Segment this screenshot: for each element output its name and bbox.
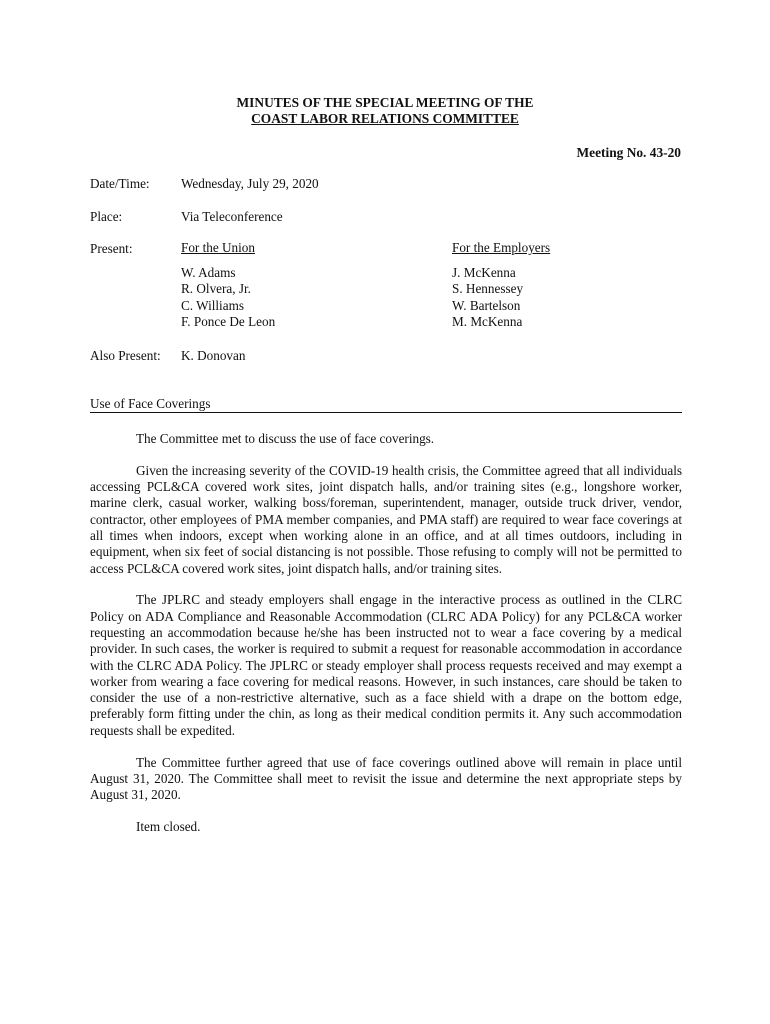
union-heading: For the Union bbox=[181, 240, 255, 255]
document-title bbox=[0, 95, 770, 127]
paragraph: Item closed. bbox=[136, 818, 201, 834]
place-label: Place: bbox=[90, 209, 123, 224]
employers-heading: For the Employers bbox=[452, 240, 551, 255]
employer-attendees bbox=[452, 240, 550, 331]
paragraph: The JPLRC and steady employers shall engage in the interactive process as outlined in the CLRC Policy on ADA Compliance and Reasonable Accommodation (CLRC ADA Policy) for any PCL&CA worker requesting an accommodation because he/she has been instructed not to wear a face covering by a medical provider. In such cases, the worker is required to submit a request for reasonable accommodation in accordance with the CLRC ADA Policy. The JPLRC or steady employer shall process requests received and may exempt a worker from wearing a face covering for medical reasons. However, in such instances, care should be taken to consider the use of a non-restrictive alternative, such as a face shield with a drape on the bottom edge, preferably form fitting under the chin, as long as their medical condition permits it. Any such accommodation requests shall be expedited. bbox=[90, 592, 682, 738]
employer-member: W. Bartelson bbox=[452, 297, 521, 313]
employer-member: S. Hennessey bbox=[452, 281, 524, 296]
title-line-2: COAST LABOR RELATIONS COMMITTEE bbox=[251, 111, 519, 126]
datetime-label: Date/Time: bbox=[90, 176, 150, 191]
section-heading: Use of Face Coverings bbox=[90, 396, 682, 413]
datetime-value: Wednesday, July 29, 2020 bbox=[181, 176, 319, 191]
union-member: R. Olvera, Jr. bbox=[181, 281, 251, 296]
union-member: F. Ponce De Leon bbox=[181, 314, 276, 329]
also-present-value: K. Donovan bbox=[181, 348, 246, 363]
section-body bbox=[90, 431, 682, 851]
paragraph: The Committee further agreed that use of face coverings outlined above will remain in place until August 31, 2020. The Committee shall meet to revisit the issue and determine the next appropriate steps by August 31, 2020. bbox=[90, 754, 682, 803]
present-label: Present: bbox=[90, 241, 133, 256]
meeting-number: Meeting No. 43-20 bbox=[576, 145, 681, 160]
employer-member: M. McKenna bbox=[452, 314, 523, 329]
paragraph: The Committee met to discuss the use of face coverings. bbox=[136, 431, 435, 446]
union-attendees bbox=[181, 240, 275, 331]
place-value: Via Teleconference bbox=[181, 209, 283, 224]
union-member: W. Adams bbox=[181, 264, 236, 280]
paragraph: Given the increasing severity of the COVID-19 health crisis, the Committee agreed that all individuals accessing PCL&CA covered work sites, joint dispatch halls, and/or training sites (e.g., longshore worker, marine clerk, casual worker, walking boss/foreman, superintendent, manager, outside truck driver, vendor, contractor, other employees of PMA member companies, and PMA staff) are required to wear face coverings at all times when indoors, except when working alone in an office, and at all times outdoors, including in equipment, when six feet of social distancing is not possible. Those refusing to comply will not be permitted to access PCL&CA covered work sites, joint dispatch halls, and/or training sites. bbox=[90, 462, 682, 576]
title-line-1: MINUTES OF THE SPECIAL MEETING OF THE bbox=[236, 95, 534, 110]
union-member: C. Williams bbox=[181, 297, 244, 313]
employer-member: J. McKenna bbox=[452, 264, 516, 280]
also-present-label: Also Present: bbox=[90, 348, 161, 363]
